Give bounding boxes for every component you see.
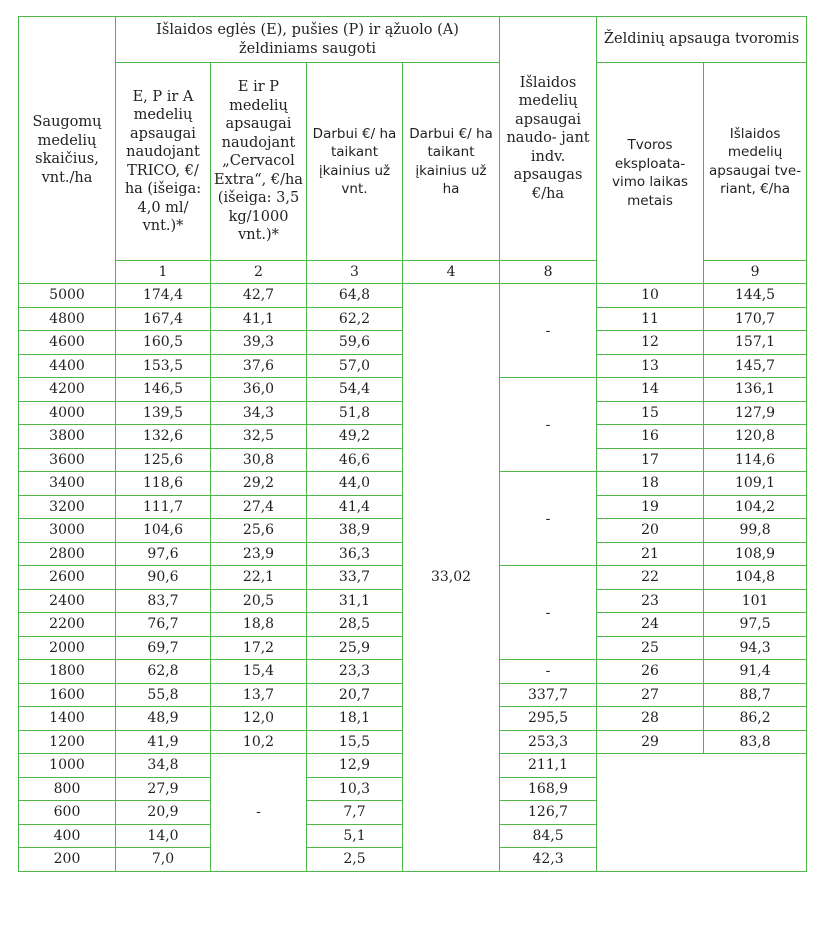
cell-col3: 5,1 <box>307 824 403 848</box>
cell-years: 14 <box>597 378 704 402</box>
cell-years: 26 <box>597 660 704 684</box>
cell-col3: 10,3 <box>307 777 403 801</box>
header-group-islaidos: Išlaidos eglės (E), pušies (P) ir ąžuolo (A) želdiniams saugoti <box>116 17 500 63</box>
col-number: 3 <box>307 261 403 284</box>
cell-col9: 145,7 <box>704 354 807 378</box>
cell-col1: 160,5 <box>116 331 211 355</box>
cell-col1: 153,5 <box>116 354 211 378</box>
cell-col2: 15,4 <box>211 660 307 684</box>
header-col9: Išlaidos medelių apsaugai tve- riant, €/ha <box>704 63 807 261</box>
cell-seedlings: 1200 <box>19 730 116 754</box>
cell-col2: 37,6 <box>211 354 307 378</box>
cell-col1: 62,8 <box>116 660 211 684</box>
cell-col8: 126,7 <box>500 801 597 825</box>
cell-years: 21 <box>597 542 704 566</box>
cell-seedlings: 600 <box>19 801 116 825</box>
cell-years: 23 <box>597 589 704 613</box>
header-tvoros-laikas: Tvoros eksploata- vimo laikas metais <box>597 63 704 284</box>
cell-col2: 13,7 <box>211 683 307 707</box>
cell-col1: 69,7 <box>116 636 211 660</box>
cell-col3: 12,9 <box>307 754 403 778</box>
cell-seedlings: 3200 <box>19 495 116 519</box>
cell-col9: 127,9 <box>704 401 807 425</box>
cell-col9: 99,8 <box>704 519 807 543</box>
cell-col1: 14,0 <box>116 824 211 848</box>
cell-col8-dash: - <box>500 284 597 378</box>
cell-col3: 38,9 <box>307 519 403 543</box>
cell-years: 13 <box>597 354 704 378</box>
cell-col2: 41,1 <box>211 307 307 331</box>
cell-col2: 23,9 <box>211 542 307 566</box>
cell-col2: 20,5 <box>211 589 307 613</box>
cell-years: 27 <box>597 683 704 707</box>
cell-col1: 167,4 <box>116 307 211 331</box>
cell-years: 29 <box>597 730 704 754</box>
cell-col3: 51,8 <box>307 401 403 425</box>
cell-col1: 111,7 <box>116 495 211 519</box>
cell-col1: 104,6 <box>116 519 211 543</box>
cell-col1: 83,7 <box>116 589 211 613</box>
cell-years: 28 <box>597 707 704 731</box>
cell-col3: 33,7 <box>307 566 403 590</box>
cell-col8: 168,9 <box>500 777 597 801</box>
cell-seedlings: 400 <box>19 824 116 848</box>
cell-seedlings: 2200 <box>19 613 116 637</box>
cell-col2: 34,3 <box>211 401 307 425</box>
cell-col8: 42,3 <box>500 848 597 872</box>
cell-col3: 36,3 <box>307 542 403 566</box>
cell-seedlings: 4600 <box>19 331 116 355</box>
cell-col3: 41,4 <box>307 495 403 519</box>
table-row <box>19 284 807 308</box>
cell-col9: 109,1 <box>704 472 807 496</box>
cell-col1: 174,4 <box>116 284 211 308</box>
header-col1: E, P ir A medelių apsaugai naudojant TRICO, €/ ha (išeiga: 4,0 ml/ vnt.)* <box>116 63 211 261</box>
cell-seedlings: 4000 <box>19 401 116 425</box>
cell-years: 18 <box>597 472 704 496</box>
cell-col9: 104,2 <box>704 495 807 519</box>
cell-col3: 28,5 <box>307 613 403 637</box>
cell-col8: 295,5 <box>500 707 597 731</box>
cell-col2: 17,2 <box>211 636 307 660</box>
cell-seedlings: 2000 <box>19 636 116 660</box>
cell-col9: 170,7 <box>704 307 807 331</box>
data-table <box>18 16 807 872</box>
cell-col2: 25,6 <box>211 519 307 543</box>
cell-years: 24 <box>597 613 704 637</box>
cell-seedlings: 1600 <box>19 683 116 707</box>
cell-col3: 46,6 <box>307 448 403 472</box>
cell-col4-merged: 33,02 <box>403 284 500 872</box>
header-col4: Darbui €/ ha taikant įkainius už ha <box>403 63 500 261</box>
header-group-tvoros: Želdinių apsauga tvoromis <box>597 17 807 63</box>
cell-seedlings: 2800 <box>19 542 116 566</box>
cell-col3: 23,3 <box>307 660 403 684</box>
cell-col3: 25,9 <box>307 636 403 660</box>
cell-col3: 2,5 <box>307 848 403 872</box>
col-number: 4 <box>403 261 500 284</box>
cell-years: 20 <box>597 519 704 543</box>
cell-seedlings: 200 <box>19 848 116 872</box>
cell-col8-dash: - <box>500 472 597 566</box>
cell-col3: 64,8 <box>307 284 403 308</box>
cell-col1: 132,6 <box>116 425 211 449</box>
cell-col2: 29,2 <box>211 472 307 496</box>
cell-col8: 337,7 <box>500 683 597 707</box>
cell-seedlings: 4200 <box>19 378 116 402</box>
cell-col9: 114,6 <box>704 448 807 472</box>
cell-col9: 97,5 <box>704 613 807 637</box>
cell-col3: 54,4 <box>307 378 403 402</box>
cell-col2: 30,8 <box>211 448 307 472</box>
cell-col8-dash: - <box>500 378 597 472</box>
cell-col9: 101 <box>704 589 807 613</box>
cell-seedlings: 1000 <box>19 754 116 778</box>
header-col8: Išlaidos medelių apsaugai naudo- jant indv. apsaugas €/ha <box>500 17 597 261</box>
cell-years: 25 <box>597 636 704 660</box>
cell-col3: 59,6 <box>307 331 403 355</box>
cell-col3: 20,7 <box>307 683 403 707</box>
cell-years: 17 <box>597 448 704 472</box>
cell-years: 11 <box>597 307 704 331</box>
cell-col9: 88,7 <box>704 683 807 707</box>
cell-empty <box>597 754 807 872</box>
col-number: 8 <box>500 261 597 284</box>
cell-col8: 211,1 <box>500 754 597 778</box>
cell-seedlings: 3800 <box>19 425 116 449</box>
cell-col9: 86,2 <box>704 707 807 731</box>
cell-col9: 104,8 <box>704 566 807 590</box>
cell-col3: 44,0 <box>307 472 403 496</box>
cell-col9: 136,1 <box>704 378 807 402</box>
cell-col9: 108,9 <box>704 542 807 566</box>
cell-col1: 27,9 <box>116 777 211 801</box>
cell-seedlings: 1400 <box>19 707 116 731</box>
cell-col8: 253,3 <box>500 730 597 754</box>
cell-years: 16 <box>597 425 704 449</box>
cell-col1: 20,9 <box>116 801 211 825</box>
cell-col1: 48,9 <box>116 707 211 731</box>
cell-seedlings: 1800 <box>19 660 116 684</box>
cell-years: 19 <box>597 495 704 519</box>
cell-seedlings: 3000 <box>19 519 116 543</box>
cell-col1: 55,8 <box>116 683 211 707</box>
cell-col9: 157,1 <box>704 331 807 355</box>
cell-col1: 118,6 <box>116 472 211 496</box>
cell-col8-dash: - <box>500 660 597 684</box>
header-col2: E ir P medelių apsaugai naudojant „Cervacol Extra“, €/ha (išeiga: 3,5 kg/1000 vnt.)* <box>211 63 307 261</box>
cell-col8: 84,5 <box>500 824 597 848</box>
cell-col9: 91,4 <box>704 660 807 684</box>
cell-seedlings: 3600 <box>19 448 116 472</box>
cell-col9: 83,8 <box>704 730 807 754</box>
cell-col3: 57,0 <box>307 354 403 378</box>
cell-seedlings: 4400 <box>19 354 116 378</box>
cell-col1: 139,5 <box>116 401 211 425</box>
col-number: 1 <box>116 261 211 284</box>
cell-col2: 32,5 <box>211 425 307 449</box>
cell-seedlings: 3400 <box>19 472 116 496</box>
cell-col3: 31,1 <box>307 589 403 613</box>
cell-col2: 27,4 <box>211 495 307 519</box>
cell-col2: 10,2 <box>211 730 307 754</box>
cell-seedlings: 2400 <box>19 589 116 613</box>
cell-col9: 144,5 <box>704 284 807 308</box>
cell-seedlings: 800 <box>19 777 116 801</box>
cell-col1: 125,6 <box>116 448 211 472</box>
cell-col2-dash: - <box>211 754 307 872</box>
col-number: 2 <box>211 261 307 284</box>
cell-col1: 7,0 <box>116 848 211 872</box>
cell-years: 15 <box>597 401 704 425</box>
cell-seedlings: 4800 <box>19 307 116 331</box>
header-saugomu: Saugomų medelių skaičius, vnt./ha <box>19 17 116 284</box>
cell-col3: 49,2 <box>307 425 403 449</box>
cell-col3: 15,5 <box>307 730 403 754</box>
cell-col2: 36,0 <box>211 378 307 402</box>
cell-col2: 18,8 <box>211 613 307 637</box>
cell-col1: 34,8 <box>116 754 211 778</box>
cell-seedlings: 2600 <box>19 566 116 590</box>
cell-col1: 97,6 <box>116 542 211 566</box>
cell-col9: 94,3 <box>704 636 807 660</box>
cell-years: 22 <box>597 566 704 590</box>
cell-col1: 146,5 <box>116 378 211 402</box>
cell-col1: 41,9 <box>116 730 211 754</box>
cell-col1: 76,7 <box>116 613 211 637</box>
cell-col1: 90,6 <box>116 566 211 590</box>
cell-col8-dash: - <box>500 566 597 660</box>
cell-col2: 12,0 <box>211 707 307 731</box>
col-number: 9 <box>704 261 807 284</box>
cell-col2: 39,3 <box>211 331 307 355</box>
cell-col3: 7,7 <box>307 801 403 825</box>
cell-years: 10 <box>597 284 704 308</box>
header-col3: Darbui €/ ha taikant įkainius už vnt. <box>307 63 403 261</box>
cell-col3: 62,2 <box>307 307 403 331</box>
cell-col2: 22,1 <box>211 566 307 590</box>
cell-col3: 18,1 <box>307 707 403 731</box>
cell-col9: 120,8 <box>704 425 807 449</box>
cell-col2: 42,7 <box>211 284 307 308</box>
cell-years: 12 <box>597 331 704 355</box>
cell-seedlings: 5000 <box>19 284 116 308</box>
